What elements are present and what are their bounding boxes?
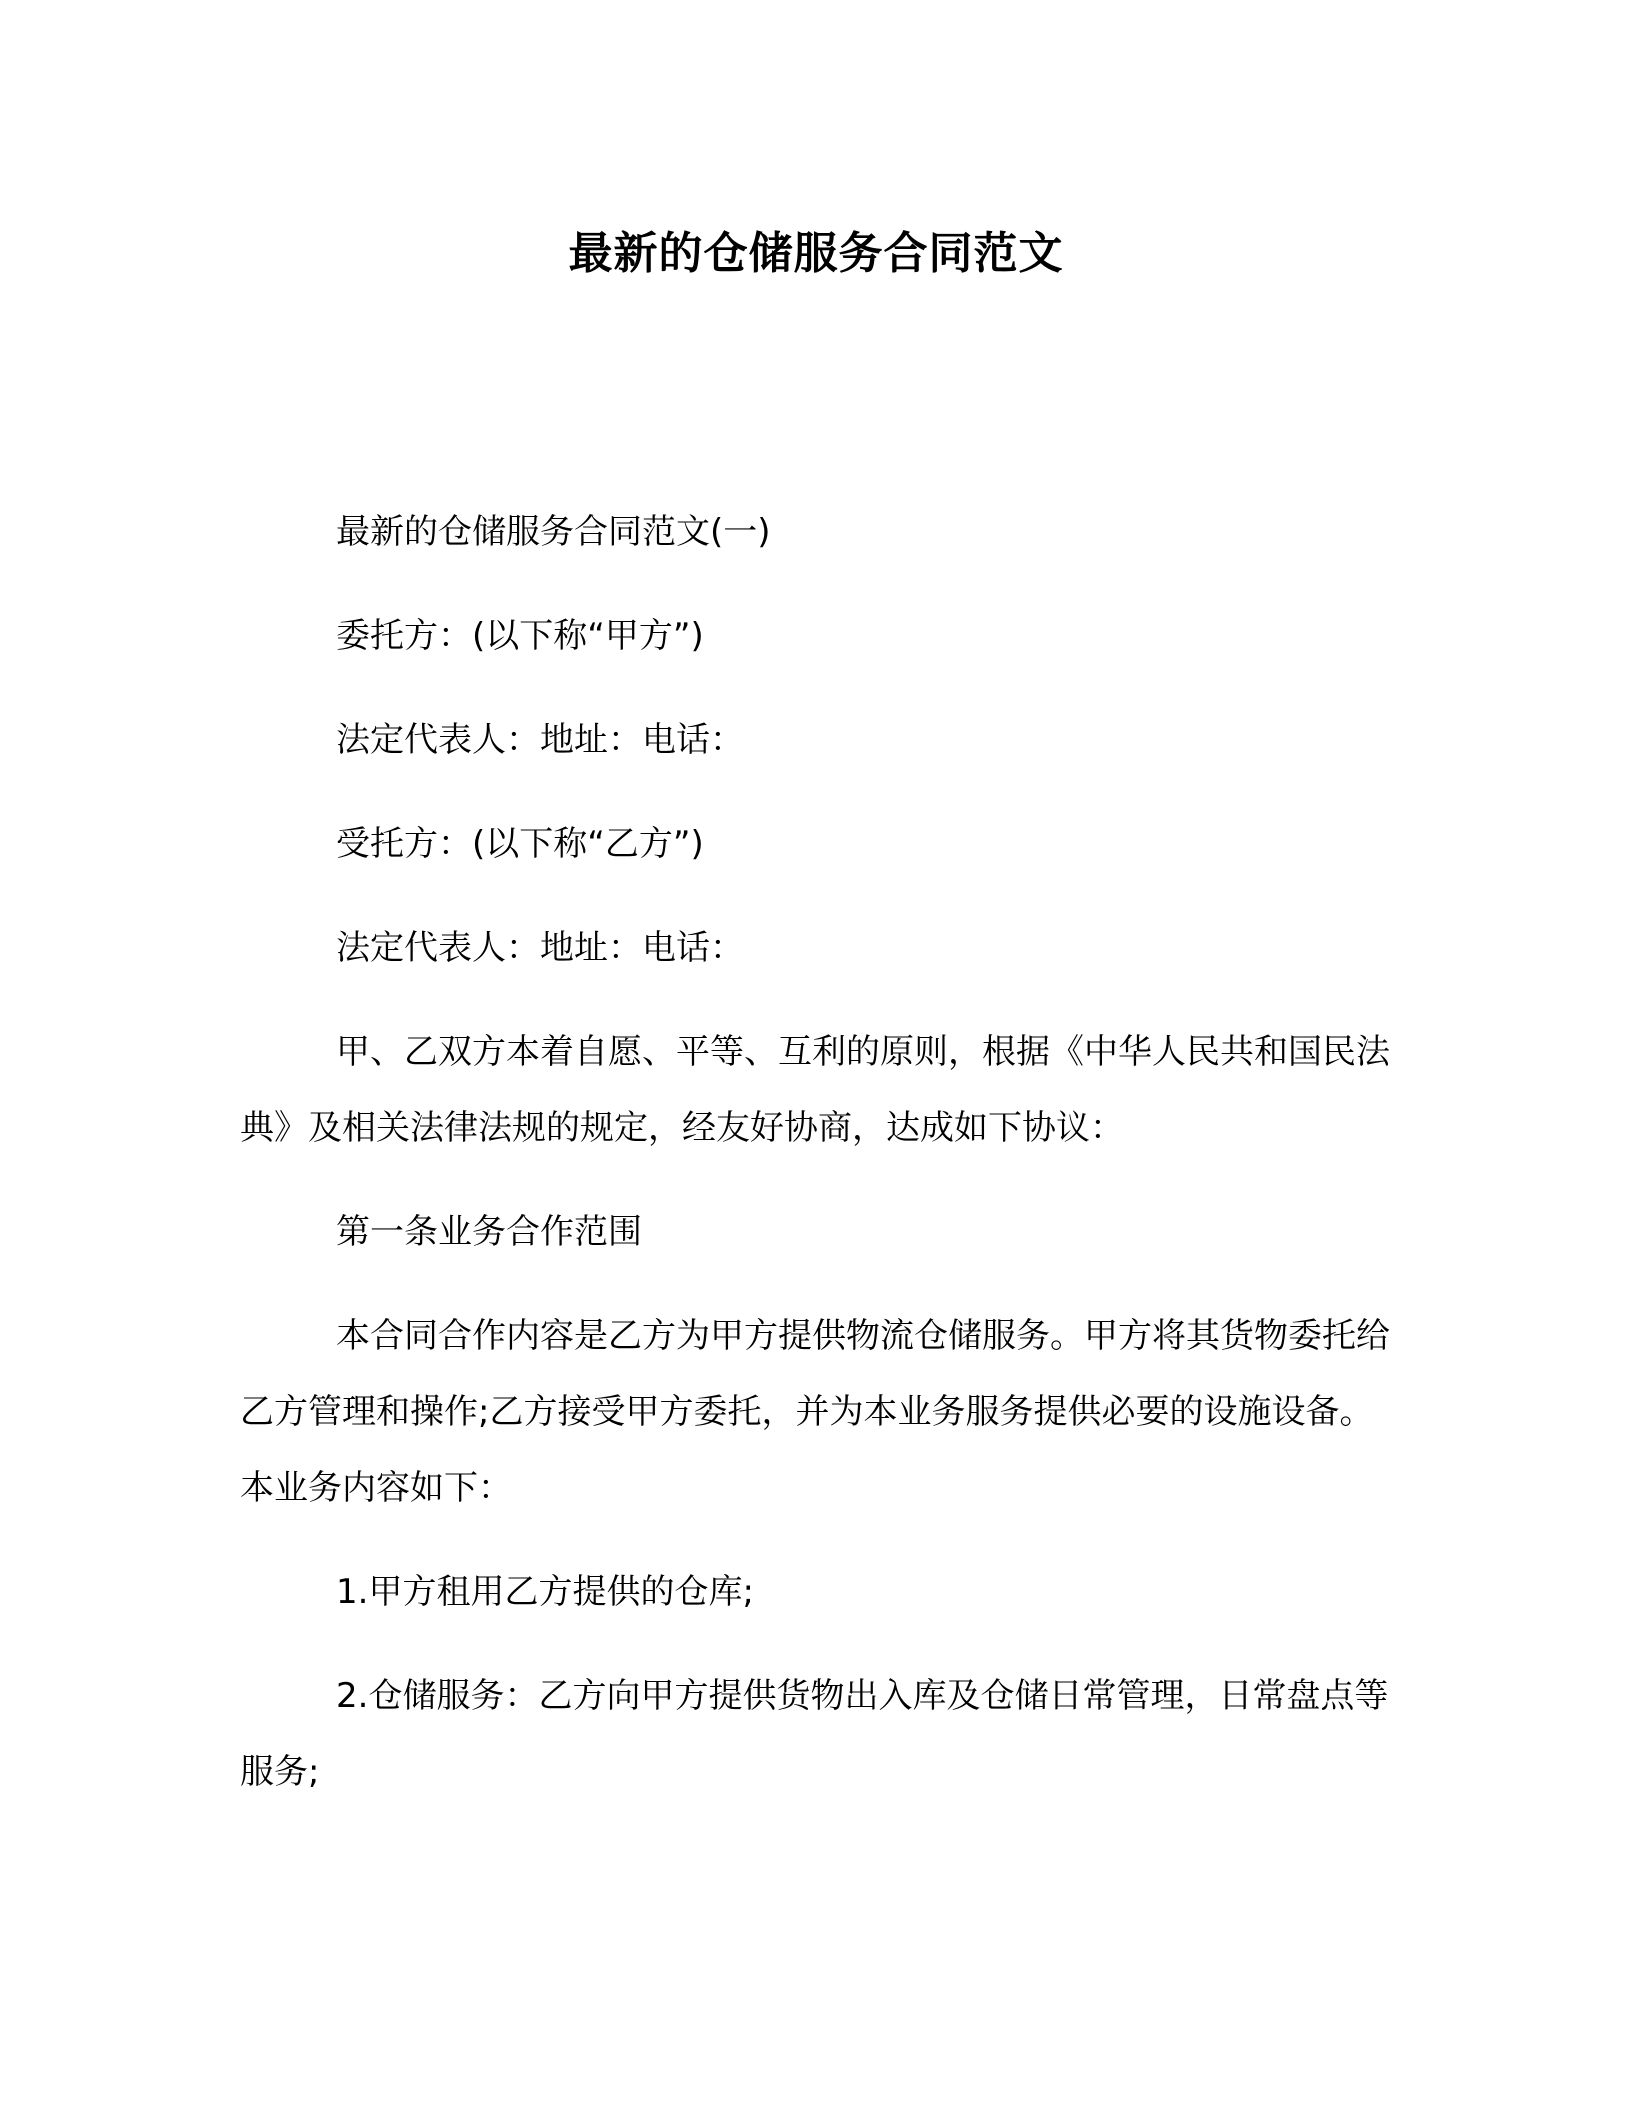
paragraph-client-representative: 法定代表人：地址：电话： — [336, 720, 744, 760]
paragraph-contractor-representative: 法定代表人：地址：电话： — [336, 928, 744, 968]
document-body — [240, 494, 1390, 1838]
paragraph-article-one-heading: 第一条业务合作范围 — [336, 1212, 642, 1252]
paragraph-preamble: 甲、乙双方本着自愿、平等、互利的原则，根据《中华人民共和国民法典》及相关法律法规的规定，经友好协商，达成如下协议： — [240, 1032, 1390, 1148]
document-title: 最新的仓储服务合同范文 — [568, 228, 1064, 279]
paragraph-item-2: 2.仓储服务：乙方向甲方提供货物出入库及仓储日常管理，日常盘点等服务; — [240, 1676, 1389, 1792]
paragraph-scope-content: 本合同合作内容是乙方为甲方提供物流仓储服务。甲方将其货物委托给乙方管理和操作;乙方接受甲方委托，并为本业务服务提供必要的设施设备。本业务内容如下： — [240, 1316, 1390, 1508]
paragraph-subtitle: 最新的仓储服务合同范文(一) — [336, 512, 771, 552]
paragraph-client: 委托方：(以下称“甲方”) — [336, 616, 704, 656]
paragraph-item-1: 1.甲方租用乙方提供的仓库; — [336, 1572, 754, 1612]
paragraph-contractor: 受托方：(以下称“乙方”) — [336, 824, 704, 864]
